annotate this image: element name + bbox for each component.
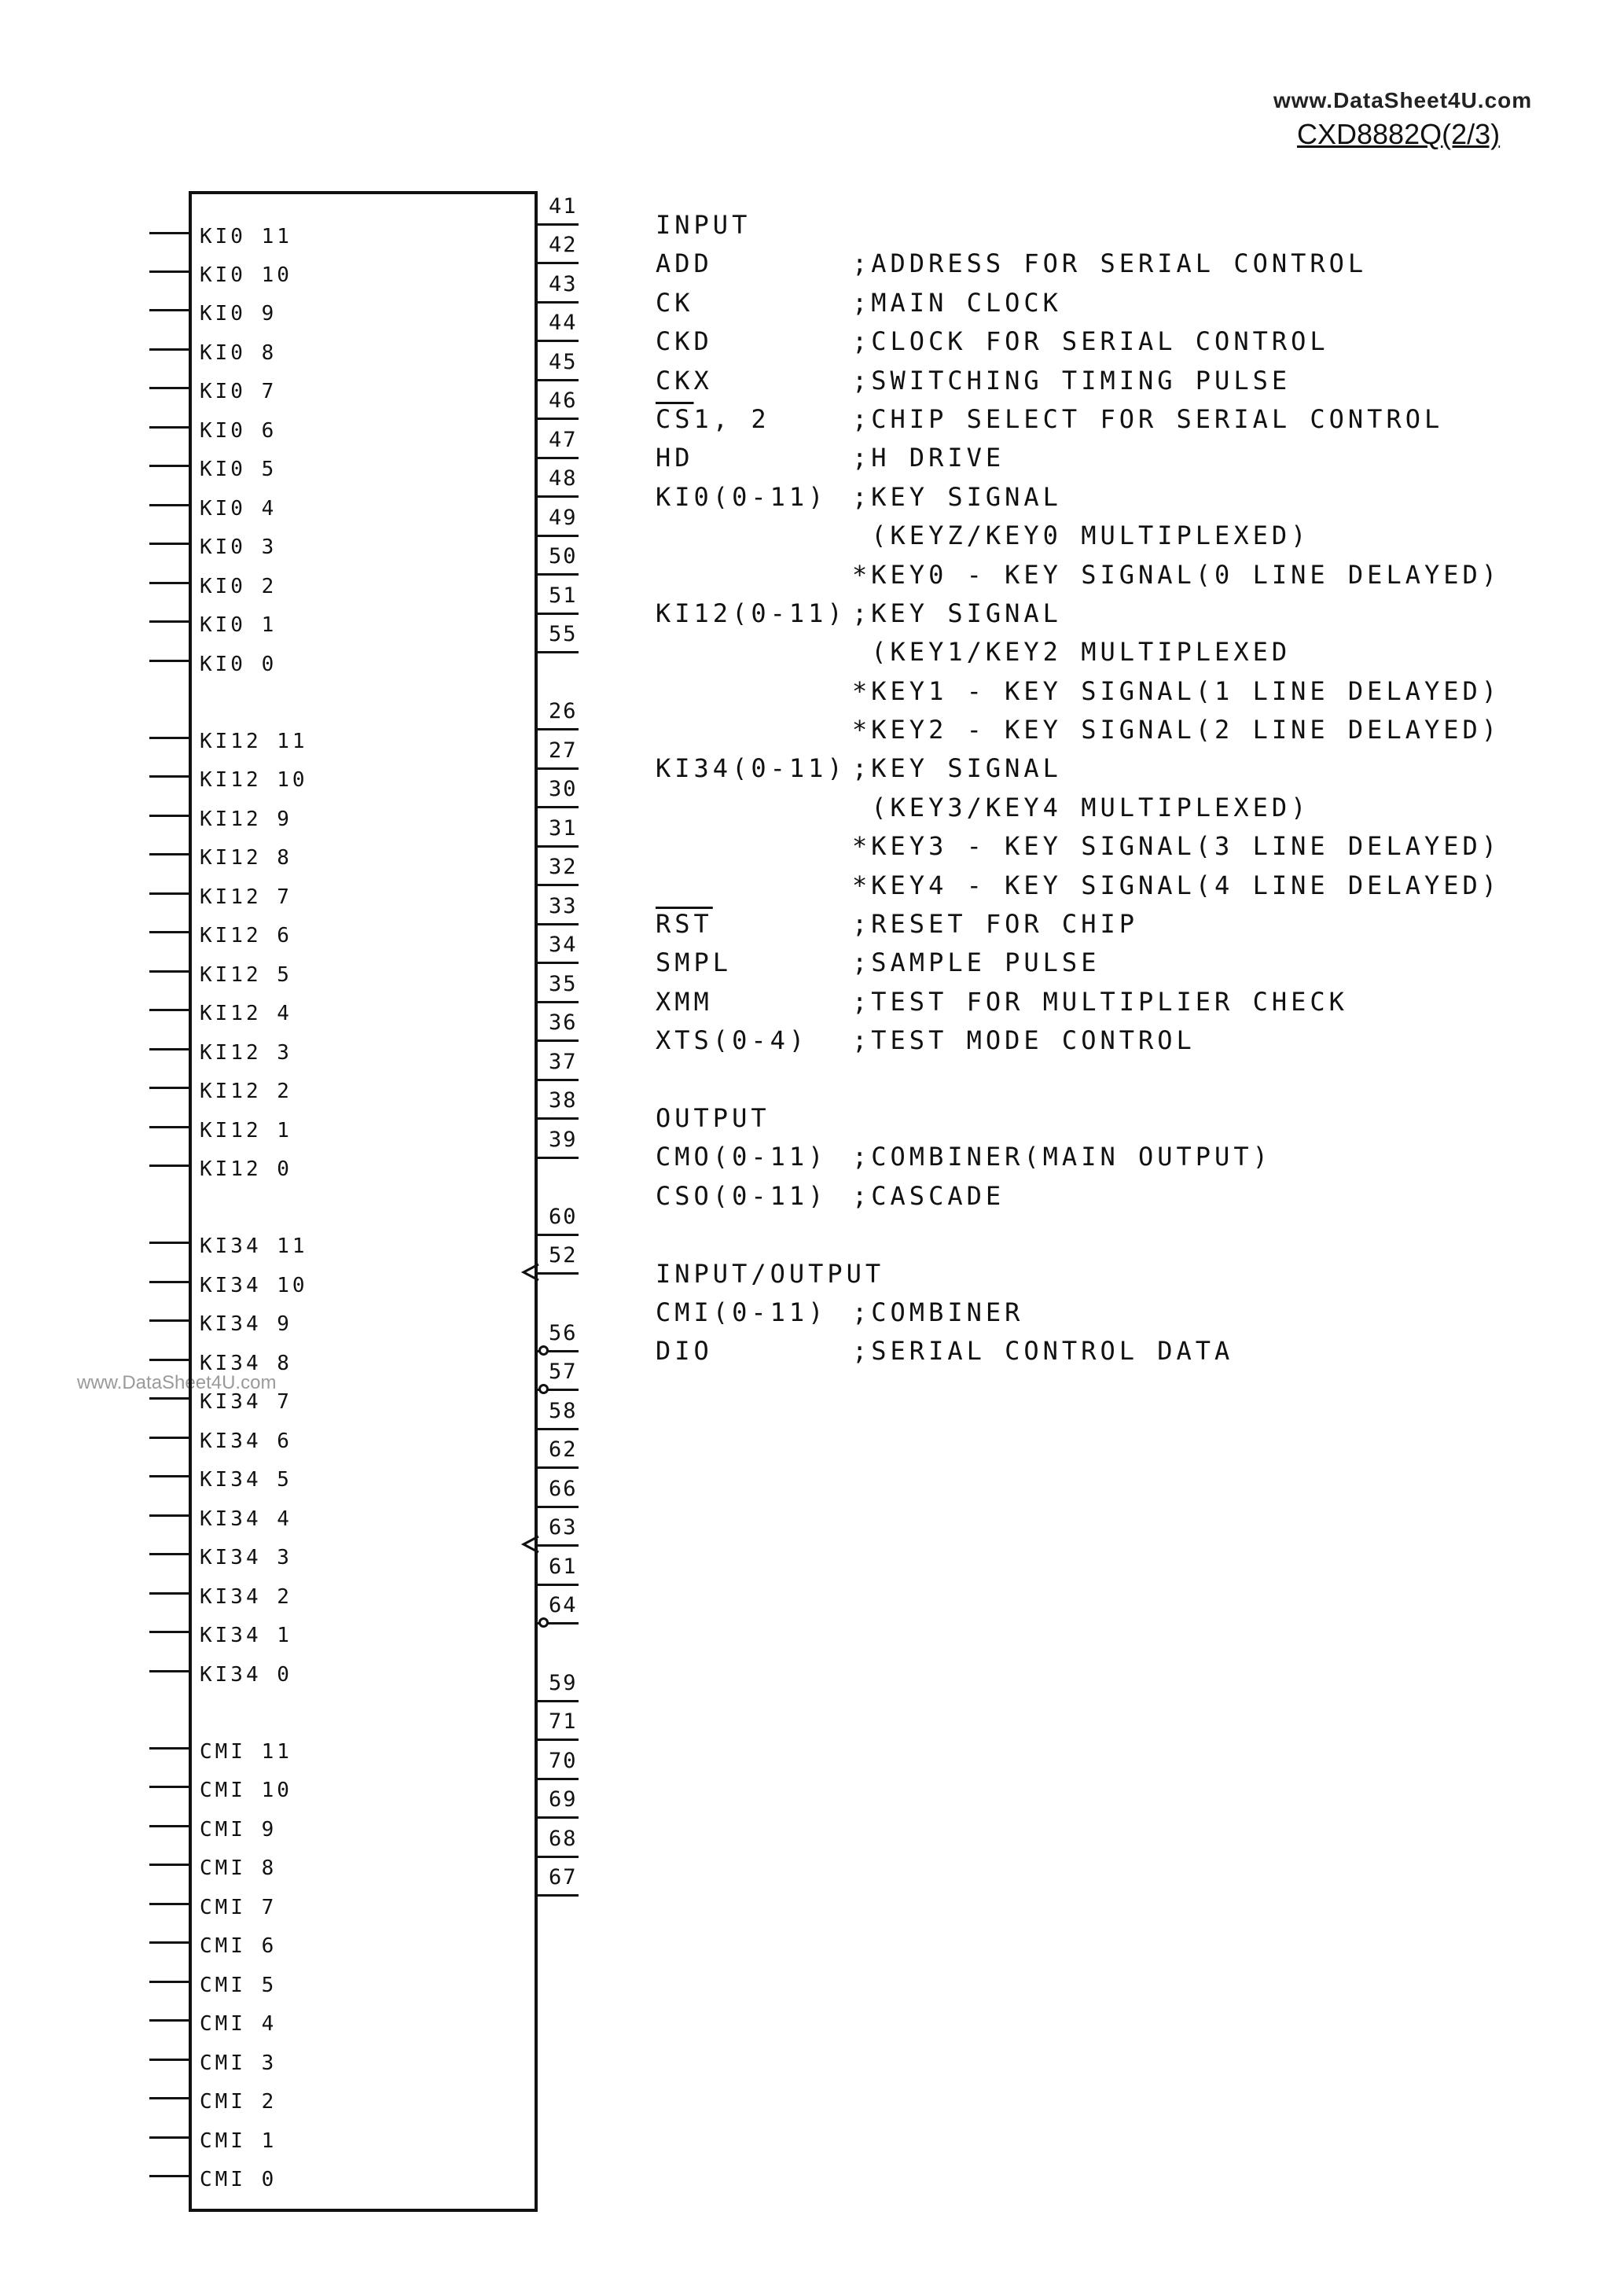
pin-label: KI34 3 (200, 1546, 292, 1569)
pin-lead (149, 348, 189, 351)
pin-lead (149, 1670, 189, 1672)
pin-lead (538, 767, 579, 770)
pin-label: CMI 0 (200, 2168, 277, 2191)
pin-number: 71 (549, 1709, 578, 1734)
pin-label: KI0 3 (200, 535, 277, 559)
pin-label: KI12 3 (200, 1041, 292, 1065)
pin-lead (149, 853, 189, 855)
signal-name: ADD (656, 248, 713, 279)
pin-lead (149, 543, 189, 545)
pin-label: KI0 5 (200, 458, 277, 481)
pin-number: 61 (549, 1555, 578, 1579)
pin-lead (149, 1903, 189, 1905)
clock-input-symbol-icon (522, 1536, 539, 1553)
pin-number: 45 (549, 350, 578, 374)
pin-label: CMI 8 (200, 1856, 277, 1880)
pin-number: 60 (549, 1205, 578, 1229)
pin-label: KI12 2 (200, 1080, 292, 1103)
pin-lead (538, 1039, 579, 1042)
pin-lead (538, 1234, 579, 1236)
pin-lead (149, 1747, 189, 1750)
pin-number: 48 (549, 466, 578, 491)
pin-lead (538, 962, 579, 964)
signal-name: DIO (656, 1336, 713, 1367)
pin-lead (538, 495, 579, 498)
pin-label: KI12 11 (200, 730, 308, 753)
pin-lead (538, 1506, 579, 1508)
pin-lead (538, 379, 579, 381)
pin-lead (149, 2097, 189, 2099)
pin-number: 67 (549, 1865, 578, 1889)
pin-lead (149, 2136, 189, 2139)
pin-number: 63 (549, 1515, 578, 1540)
pin-label: KI34 9 (200, 1312, 292, 1336)
pin-number: 59 (549, 1671, 578, 1695)
pin-lead (538, 1739, 579, 1741)
pin-label: CMI 7 (200, 1896, 277, 1919)
pin-number: 26 (549, 699, 578, 723)
signal-description: *KEY1 - KEY SIGNAL(1 LINE DELAYED) (852, 675, 1501, 706)
pin-label: KI12 6 (200, 924, 292, 947)
pin-number: 41 (549, 194, 578, 219)
signal-name: XTS(0-4) (656, 1025, 809, 1056)
pin-lead (149, 931, 189, 933)
pin-label: KI0 6 (200, 419, 277, 443)
pin-lead (149, 387, 189, 389)
pin-lead (149, 1786, 189, 1788)
signal-name: CMI(0-11) (656, 1297, 828, 1327)
signal-description: *KEY3 - KEY SIGNAL(3 LINE DELAYED) (852, 831, 1501, 862)
pin-label: KI12 9 (200, 808, 292, 831)
pin-lead (149, 1514, 189, 1517)
pin-label: KI34 0 (200, 1663, 292, 1687)
pin-label: KI0 11 (200, 225, 292, 248)
pin-lead (538, 301, 579, 304)
pin-label: KI34 7 (200, 1390, 292, 1414)
signal-name: KI12(0-11) (656, 598, 847, 628)
signal-name: CKX (656, 365, 713, 396)
pin-label: KI0 10 (200, 263, 292, 287)
signal-description: *KEY4 - KEY SIGNAL(4 LINE DELAYED) (852, 870, 1501, 900)
page-watermark: www.DataSheet4U.com (77, 1372, 277, 1393)
pin-lead (149, 1319, 189, 1322)
pin-lead (149, 1281, 189, 1283)
pin-lead (149, 1631, 189, 1633)
pin-label: CMI 3 (200, 2051, 277, 2075)
pin-lead (149, 309, 189, 311)
pin-number: 47 (549, 428, 578, 452)
pin-lead (538, 1272, 579, 1275)
pin-lead (149, 660, 189, 662)
pin-lead (149, 1941, 189, 1944)
pin-lead (149, 775, 189, 778)
pin-label: KI34 2 (200, 1585, 292, 1609)
pin-lead (149, 2019, 189, 2022)
active-low-bubble-icon (538, 1617, 549, 1628)
pin-number: 32 (549, 855, 578, 879)
pin-lead (149, 1825, 189, 1827)
pin-lead (538, 1428, 579, 1430)
pin-number: 44 (549, 311, 578, 335)
signal-description: ;KEY SIGNAL (852, 598, 1062, 628)
pin-lead (538, 1079, 579, 1081)
signal-description: ;RESET FOR CHIP (852, 909, 1138, 940)
signal-description: (KEYZ/KEY0 MULTIPLEXED) (852, 521, 1310, 551)
pin-number: 27 (549, 738, 578, 763)
pin-label: KI34 6 (200, 1429, 292, 1453)
signal-description: *KEY2 - KEY SIGNAL(2 LINE DELAYED) (852, 715, 1501, 745)
pin-number: 64 (549, 1593, 578, 1617)
pin-number: 33 (549, 894, 578, 918)
pin-label: CMI 10 (200, 1779, 292, 1802)
signal-description: ;KEY SIGNAL (852, 481, 1062, 512)
pin-number: 46 (549, 388, 578, 413)
signal-name: $\overline{RST}$ (656, 909, 713, 940)
pin-label: CMI 2 (200, 2090, 277, 2114)
pin-lead (149, 1475, 189, 1477)
pin-lead (538, 223, 579, 226)
pin-lead (538, 806, 579, 808)
active-low-bubble-icon (538, 1384, 549, 1394)
signal-description: ;SAMPLE PULSE (852, 947, 1100, 978)
pin-lead (149, 1864, 189, 1866)
pin-lead (538, 1466, 579, 1469)
pin-label: KI0 1 (200, 613, 277, 637)
pin-lead (538, 1700, 579, 1702)
pin-label: CMI 5 (200, 1974, 277, 1997)
signal-name: KI0(0-11) (656, 481, 828, 512)
part-number-title: CXD8882Q(2/3) (1297, 118, 1501, 150)
pin-number: 57 (549, 1360, 578, 1384)
pin-lead (538, 1544, 579, 1547)
pin-lead (149, 737, 189, 739)
pin-label: KI12 8 (200, 846, 292, 870)
pin-lead (149, 1592, 189, 1595)
pin-number: 69 (549, 1787, 578, 1812)
signal-description: ;ADDRESS FOR SERIAL CONTROL (852, 248, 1368, 279)
signal-name: XMM (656, 986, 713, 1017)
pin-label: CMI 6 (200, 1934, 277, 1958)
pin-label: KI34 8 (200, 1352, 292, 1375)
pin-label: KI12 10 (200, 768, 308, 792)
pin-number: 66 (549, 1477, 578, 1501)
pin-lead (149, 1009, 189, 1011)
pin-lead (538, 1584, 579, 1586)
signal-name: $\overline{CS}1$, 2 (656, 403, 770, 434)
pin-label: CMI 4 (200, 2012, 277, 2036)
pin-number: 35 (549, 972, 578, 996)
pin-lead (149, 232, 189, 234)
pin-number: 70 (549, 1749, 578, 1773)
signal-description: (KEY3/KEY4 MULTIPLEXED) (852, 792, 1310, 822)
pin-lead (538, 884, 579, 886)
pin-lead (149, 620, 189, 623)
pin-label: CMI 11 (200, 1740, 292, 1764)
section-heading: INPUT/OUTPUT (656, 1258, 885, 1289)
signal-name: HD (656, 443, 694, 473)
pin-lead (538, 1778, 579, 1780)
signal-name: SMPL (656, 947, 733, 978)
pin-lead (538, 923, 579, 925)
pin-lead (149, 1165, 189, 1167)
pin-label: KI34 1 (200, 1624, 292, 1647)
signal-description: ;SERIAL CONTROL DATA (852, 1336, 1234, 1367)
pin-lead (149, 465, 189, 467)
pin-lead (149, 815, 189, 817)
pin-lead (149, 2175, 189, 2177)
pin-lead (149, 2059, 189, 2061)
pin-label: KI0 9 (200, 302, 277, 326)
signal-description: ;CLOCK FOR SERIAL CONTROL (852, 326, 1329, 357)
clock-input-symbol-icon (522, 1264, 539, 1281)
signal-name: CKD (656, 326, 713, 357)
pin-lead (538, 651, 579, 653)
pin-label: KI34 10 (200, 1274, 308, 1297)
pin-number: 38 (549, 1088, 578, 1113)
pin-lead (538, 535, 579, 537)
pin-lead (538, 457, 579, 459)
pin-lead (149, 1126, 189, 1128)
signal-description: ;COMBINER(MAIN OUTPUT) (852, 1142, 1272, 1172)
pin-lead (149, 1242, 189, 1244)
pin-lead (538, 1001, 579, 1003)
pin-lead (538, 1894, 579, 1897)
pin-label: CMI 1 (200, 2129, 277, 2153)
pin-label: KI0 2 (200, 575, 277, 598)
pin-lead (149, 426, 189, 429)
pin-label: KI12 4 (200, 1002, 292, 1025)
pin-lead (538, 1856, 579, 1858)
pin-number: 49 (549, 506, 578, 530)
pin-label: CMI 9 (200, 1818, 277, 1842)
pin-number: 43 (549, 272, 578, 296)
pin-lead (149, 1553, 189, 1555)
signal-description: ;SWITCHING TIMING PULSE (852, 365, 1291, 396)
pin-lead (149, 1359, 189, 1361)
signal-name: KI34(0-11) (656, 753, 847, 784)
pin-label: KI12 0 (200, 1157, 292, 1181)
pin-lead (538, 845, 579, 848)
signal-description: ;H DRIVE (852, 443, 1005, 473)
pin-number: 52 (549, 1243, 578, 1268)
pin-label: KI34 5 (200, 1468, 292, 1492)
signal-description: ;MAIN CLOCK (852, 287, 1062, 318)
signal-name: CSO(0-11) (656, 1180, 828, 1211)
pin-lead (149, 892, 189, 895)
active-low-bubble-icon (538, 1345, 549, 1356)
signal-description: ;KEY SIGNAL (852, 753, 1062, 784)
pin-number: 37 (549, 1050, 578, 1074)
pin-lead (538, 340, 579, 342)
pin-number: 50 (549, 544, 578, 568)
section-heading: OUTPUT (656, 1102, 770, 1133)
pin-lead (149, 1048, 189, 1050)
pin-label: KI0 0 (200, 653, 277, 676)
pin-lead (538, 262, 579, 264)
pin-lead (538, 613, 579, 615)
pin-label: KI12 5 (200, 963, 292, 987)
pin-lead (538, 1117, 579, 1120)
pin-lead (538, 1157, 579, 1159)
pin-number: 55 (549, 622, 578, 646)
signal-description: (KEY1/KEY2 MULTIPLEXED (852, 637, 1291, 668)
pin-number: 58 (549, 1399, 578, 1423)
pin-label: KI0 7 (200, 380, 277, 403)
pin-number: 56 (549, 1321, 578, 1345)
pin-number: 31 (549, 816, 578, 841)
pin-label: KI12 7 (200, 885, 292, 909)
signal-description: ;TEST MODE CONTROL (852, 1025, 1196, 1056)
pin-label: KI34 4 (200, 1507, 292, 1531)
pin-label: KI0 8 (200, 341, 277, 365)
pin-number: 36 (549, 1010, 578, 1035)
pin-number: 68 (549, 1827, 578, 1851)
pin-lead (149, 1397, 189, 1400)
pin-lead (149, 1981, 189, 1983)
signal-description: ;CASCADE (852, 1180, 1005, 1211)
pin-lead (149, 1087, 189, 1089)
signal-description: ;TEST FOR MULTIPLIER CHECK (852, 986, 1348, 1017)
pin-lead (149, 270, 189, 273)
signal-name: CK (656, 287, 694, 318)
pin-lead (149, 582, 189, 584)
pin-label: KI12 1 (200, 1119, 292, 1142)
pin-lead (149, 1437, 189, 1439)
pin-label: KI34 11 (200, 1234, 308, 1258)
pin-lead (538, 573, 579, 576)
pin-lead (538, 728, 579, 730)
pin-lead (538, 1816, 579, 1819)
section-heading: INPUT (656, 210, 751, 240)
site-watermark-header: www.DataSheet4U.com (1273, 88, 1533, 112)
pin-lead (538, 418, 579, 420)
pin-number: 34 (549, 933, 578, 957)
pin-lead (149, 970, 189, 973)
pin-number: 30 (549, 777, 578, 801)
pin-number: 39 (549, 1128, 578, 1152)
pin-number: 62 (549, 1437, 578, 1462)
signal-name: CMO(0-11) (656, 1142, 828, 1172)
pin-lead (149, 504, 189, 506)
pin-number: 51 (549, 583, 578, 608)
signal-description: ;CHIP SELECT FOR SERIAL CONTROL (852, 403, 1444, 434)
signal-description: ;COMBINER (852, 1297, 1024, 1327)
pin-number: 42 (549, 233, 578, 257)
pin-label: KI0 4 (200, 497, 277, 521)
signal-description: *KEY0 - KEY SIGNAL(0 LINE DELAYED) (852, 559, 1501, 590)
